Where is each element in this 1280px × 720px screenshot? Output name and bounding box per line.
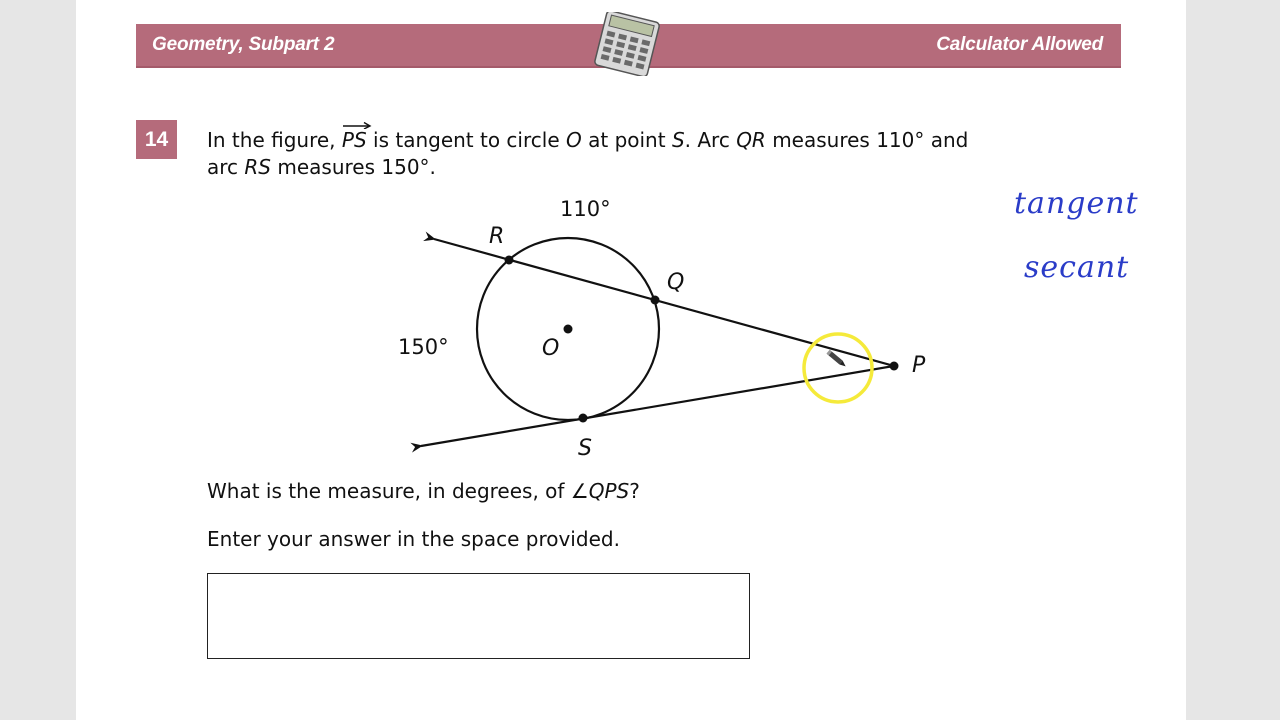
label-o: O bbox=[542, 336, 560, 361]
arc-rs-measure: 150° bbox=[398, 335, 449, 359]
ray-ps-text: PS bbox=[341, 128, 367, 152]
question-text-fragment: . Arc bbox=[684, 128, 730, 152]
label-r: R bbox=[489, 224, 505, 249]
point-r-dot bbox=[505, 256, 514, 265]
question-prompt bbox=[207, 479, 640, 503]
question-text-fragment: measures 150°. bbox=[277, 155, 436, 179]
question-text-fragment: arc bbox=[207, 155, 239, 179]
circle-name: O bbox=[566, 128, 582, 152]
question-text-fragment: at point bbox=[588, 128, 666, 152]
handwritten-note-tangent: tangent bbox=[1014, 186, 1139, 221]
question-text-fragment: In the figure, bbox=[207, 128, 336, 152]
tangent-point-name: S bbox=[671, 128, 685, 152]
prompt-text: ? bbox=[629, 479, 640, 503]
angle-name: QPS bbox=[588, 479, 630, 503]
section-title: Geometry, Subpart 2 bbox=[152, 34, 335, 55]
arc-rs-name: RS bbox=[244, 155, 271, 179]
point-s-dot bbox=[579, 414, 588, 423]
arc-qr-name: QR bbox=[736, 128, 766, 152]
point-p-dot bbox=[890, 362, 899, 371]
label-p: P bbox=[912, 353, 926, 378]
prompt-text: What is the measure, in degrees, of ∠ bbox=[207, 479, 589, 503]
answer-instruction: Enter your answer in the space provided. bbox=[207, 527, 620, 551]
question-text-fragment: is tangent to circle bbox=[373, 128, 560, 152]
cursor-highlight-ring bbox=[804, 334, 872, 402]
secant-line-prq bbox=[434, 239, 894, 366]
calculator-allowed-label: Calculator Allowed bbox=[936, 34, 1103, 55]
answer-input-box[interactable] bbox=[207, 573, 750, 659]
label-q: Q bbox=[667, 270, 685, 295]
handwritten-note-secant: secant bbox=[1024, 250, 1130, 285]
question-number: 14 bbox=[136, 120, 177, 159]
question-text-fragment: measures 110° and bbox=[772, 128, 969, 152]
point-q-dot bbox=[651, 296, 660, 305]
arc-qr-measure: 110° bbox=[560, 197, 611, 221]
label-s: S bbox=[578, 436, 592, 461]
point-o-dot bbox=[564, 325, 573, 334]
